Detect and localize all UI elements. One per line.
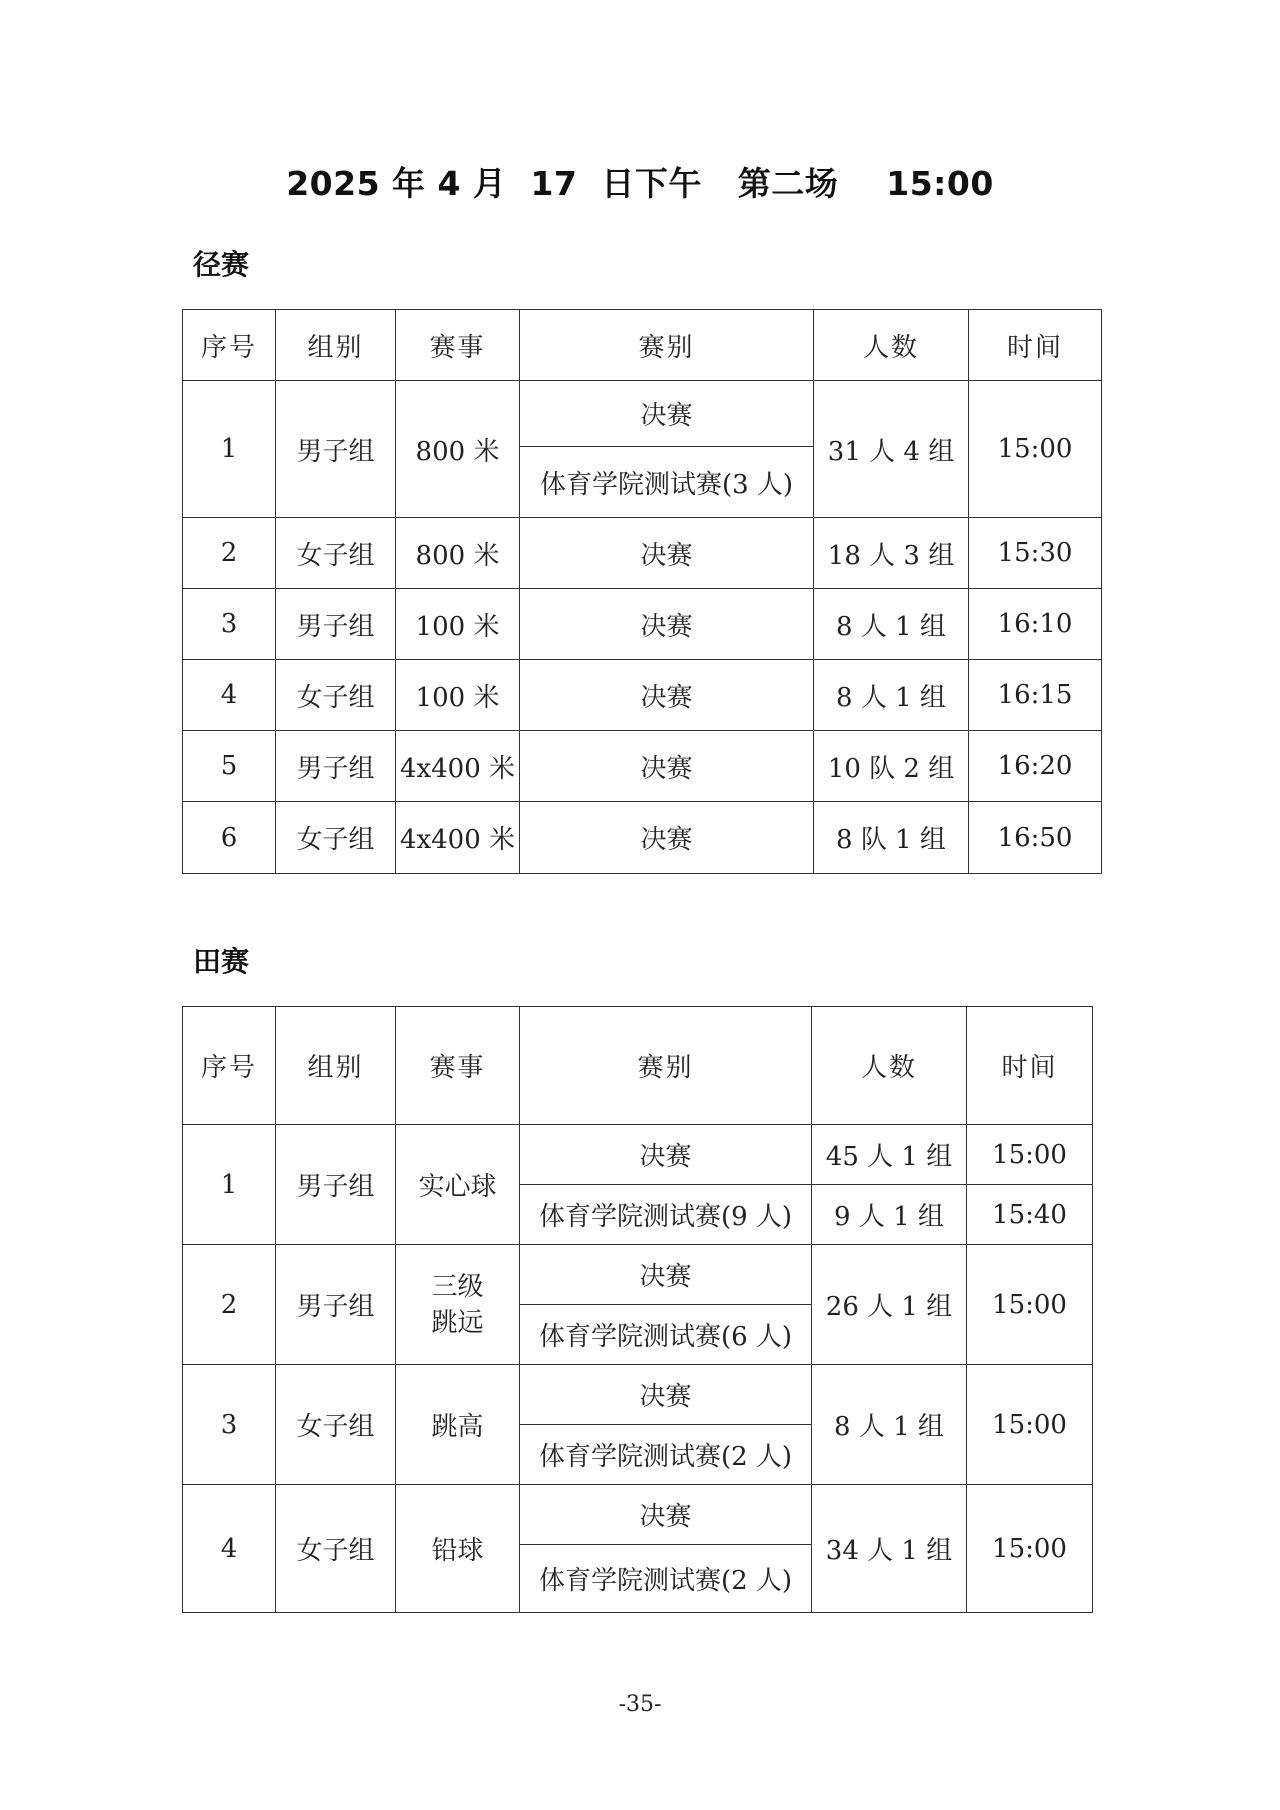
row-time: 15:30	[969, 518, 1102, 589]
row-round-test: 体育学院测试赛(3 人)	[520, 447, 814, 518]
field-schedule-table	[182, 1006, 1093, 1613]
row-no: 4	[183, 1485, 276, 1613]
row-round-final: 决赛	[520, 1485, 812, 1545]
row-round-final: 决赛	[520, 1365, 812, 1425]
header-time: 时间	[969, 310, 1102, 381]
row-round-final: 决赛	[520, 381, 814, 447]
row-no: 3	[183, 589, 276, 660]
row-event: 跳高	[396, 1365, 520, 1485]
row-time: 15:00	[967, 1245, 1093, 1365]
row-event-line1: 三级	[431, 1271, 484, 1302]
row-group: 男子组	[276, 1125, 396, 1245]
row-group: 男子组	[276, 1245, 396, 1365]
row-round: 决赛	[520, 802, 814, 874]
row-event-line2: 跳远	[431, 1307, 484, 1338]
table-row	[183, 589, 1102, 660]
field-section-heading: 田赛	[193, 945, 250, 978]
row-round: 决赛	[520, 731, 814, 802]
row-round: 决赛	[520, 518, 814, 589]
row-event	[396, 1245, 520, 1365]
row-event: 800 米	[396, 518, 520, 589]
page-title: 2025 年 4 月 17 日下午 第二场 15:00	[286, 164, 994, 203]
page-number: -35-	[618, 1692, 662, 1717]
row-time: 15:00	[967, 1365, 1093, 1485]
track-schedule-table	[182, 309, 1102, 874]
row-event: 100 米	[396, 589, 520, 660]
row-count-final: 45 人 1 组	[812, 1125, 967, 1185]
row-count: 8 人 1 组	[814, 589, 969, 660]
row-no: 1	[183, 381, 276, 518]
row-count: 10 队 2 组	[814, 731, 969, 802]
row-round-final: 决赛	[520, 1125, 812, 1185]
row-round: 决赛	[520, 660, 814, 731]
row-group: 男子组	[276, 381, 396, 518]
row-round-test: 体育学院测试赛(9 人)	[520, 1185, 812, 1245]
row-event: 4x400 米	[396, 802, 520, 874]
row-count: 34 人 1 组	[812, 1485, 967, 1613]
row-time: 16:15	[969, 660, 1102, 731]
row-no: 5	[183, 731, 276, 802]
table-row	[183, 802, 1102, 874]
row-round-test: 体育学院测试赛(2 人)	[520, 1425, 812, 1485]
table-header-row	[183, 310, 1102, 381]
row-no: 1	[183, 1125, 276, 1245]
row-group: 女子组	[276, 1365, 396, 1485]
table-header-row	[183, 1007, 1093, 1125]
row-group: 男子组	[276, 589, 396, 660]
row-count: 8 人 1 组	[812, 1365, 967, 1485]
row-event: 4x400 米	[396, 731, 520, 802]
row-no: 2	[183, 1245, 276, 1365]
row-time: 15:00	[967, 1485, 1093, 1613]
row-round-test: 体育学院测试赛(2 人)	[520, 1545, 812, 1613]
row-time: 16:10	[969, 589, 1102, 660]
table-row	[183, 1245, 1093, 1305]
row-count: 8 队 1 组	[814, 802, 969, 874]
header-group: 组别	[276, 310, 396, 381]
row-count: 18 人 3 组	[814, 518, 969, 589]
header-count: 人数	[814, 310, 969, 381]
row-time: 16:50	[969, 802, 1102, 874]
row-group: 男子组	[276, 731, 396, 802]
row-group: 女子组	[276, 1485, 396, 1613]
row-time: 15:00	[969, 381, 1102, 518]
row-no: 2	[183, 518, 276, 589]
row-round: 决赛	[520, 589, 814, 660]
row-event: 100 米	[396, 660, 520, 731]
row-group: 女子组	[276, 660, 396, 731]
table-row	[183, 518, 1102, 589]
row-count: 26 人 1 组	[812, 1245, 967, 1365]
row-count-test: 9 人 1 组	[812, 1185, 967, 1245]
row-event: 实心球	[396, 1125, 520, 1245]
table-row	[183, 731, 1102, 802]
header-group: 组别	[276, 1007, 396, 1125]
row-no: 3	[183, 1365, 276, 1485]
row-no: 6	[183, 802, 276, 874]
header-event: 赛事	[396, 1007, 520, 1125]
header-no: 序号	[183, 310, 276, 381]
table-row	[183, 660, 1102, 731]
header-no: 序号	[183, 1007, 276, 1125]
row-time-test: 15:40	[967, 1185, 1093, 1245]
header-count: 人数	[812, 1007, 967, 1125]
table-row	[183, 1485, 1093, 1545]
table-row	[183, 1365, 1093, 1425]
row-round-final: 决赛	[520, 1245, 812, 1305]
track-section-heading: 径赛	[193, 248, 250, 281]
row-group: 女子组	[276, 518, 396, 589]
header-event: 赛事	[396, 310, 520, 381]
row-event: 铅球	[396, 1485, 520, 1613]
row-count: 8 人 1 组	[814, 660, 969, 731]
header-round: 赛别	[520, 310, 814, 381]
header-time: 时间	[967, 1007, 1093, 1125]
row-round-test: 体育学院测试赛(6 人)	[520, 1305, 812, 1365]
table-row	[183, 1125, 1093, 1185]
row-time: 16:20	[969, 731, 1102, 802]
row-time-final: 15:00	[967, 1125, 1093, 1185]
row-event: 800 米	[396, 381, 520, 518]
header-round: 赛别	[520, 1007, 812, 1125]
table-row	[183, 381, 1102, 447]
row-group: 女子组	[276, 802, 396, 874]
row-no: 4	[183, 660, 276, 731]
row-count: 31 人 4 组	[814, 381, 969, 518]
